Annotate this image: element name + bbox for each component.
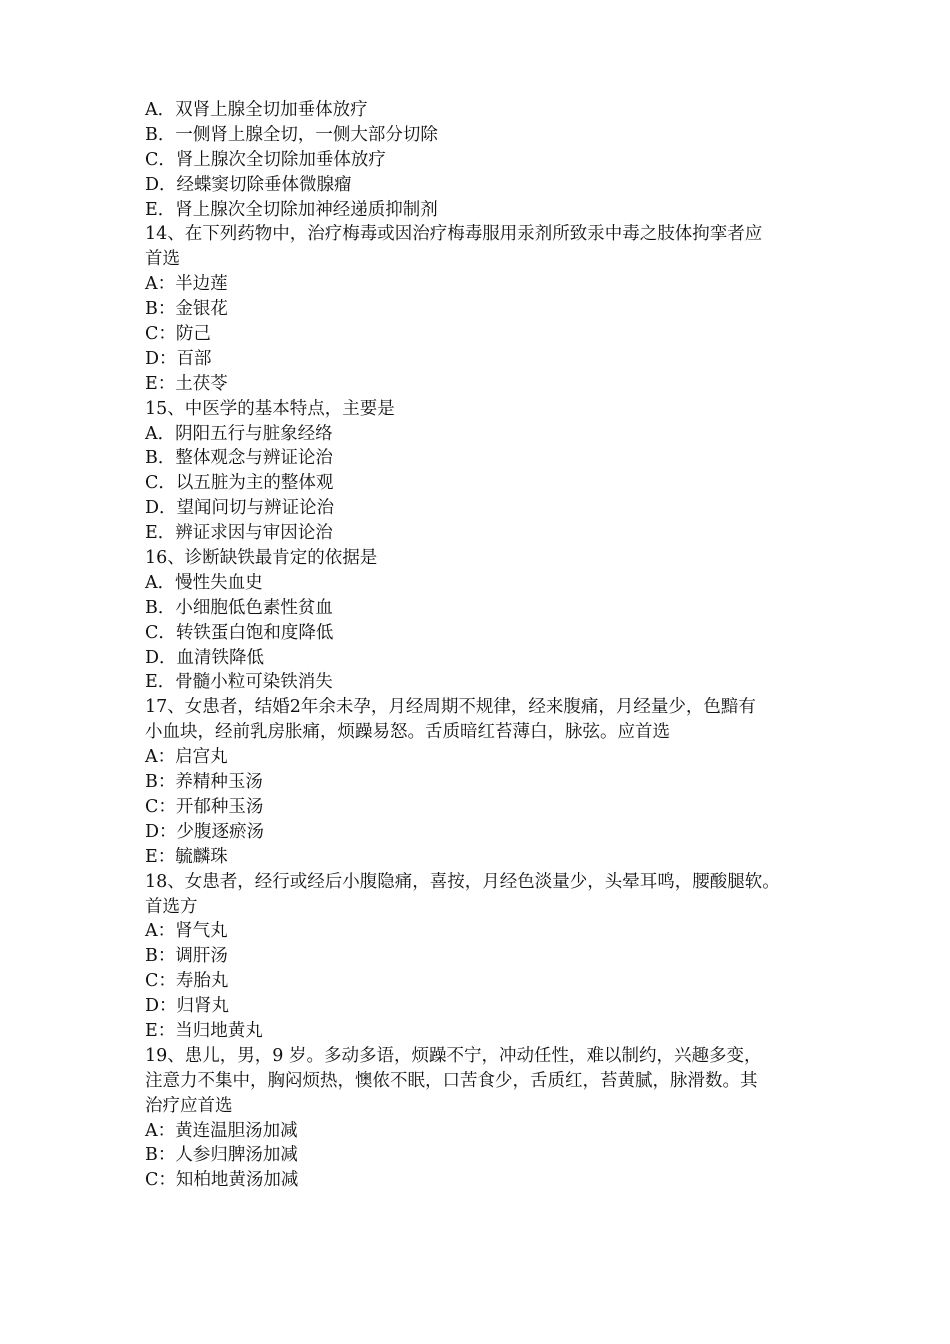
option-18-e: E：当归地黄丸 [145,1020,263,1041]
option-13-d: D．经蝶窦切除垂体微腺瘤 [145,174,352,195]
option-19-a: A：黄连温胆汤加减 [145,1120,298,1141]
option-17-e: E：毓麟珠 [145,846,228,867]
question-17-line-1: 17、女患者，结婚2年余未孕，月经周期不规律，经来腹痛，月经量少，色黯有 [145,697,756,718]
option-16-d: D．血清铁降低 [145,647,265,668]
option-14-c: C：防己 [145,324,211,345]
option-13-c: C．肾上腺次全切除加垂体放疗 [145,149,386,170]
document-page [145,98,817,1193]
question-17-line-2: 小血块，经前乳房胀痛，烦躁易怒。舌质暗红苔薄白，脉弦。应首选 [145,722,670,743]
option-14-b: B：金银花 [145,299,228,320]
question-19-line-1: 19、患儿，男，9 岁。多动多语，烦躁不宁，冲动任性，难以制约，兴趣多变， [145,1045,762,1066]
option-17-c: C：开郁种玉汤 [145,796,264,817]
option-15-c: C．以五脏为主的整体观 [145,473,334,494]
question-18-line-1: 18、女患者，经行或经后小腹隐痛，喜按，月经色淡量少，头晕耳鸣，腰酸腿软。 [145,871,780,892]
question-19-line-3: 治疗应首选 [145,1095,233,1116]
option-17-d: D：少腹逐瘀汤 [145,821,265,842]
option-18-d: D：归肾丸 [145,996,230,1017]
option-19-b: B：人参归脾汤加减 [145,1145,298,1166]
option-17-a: A：启宫丸 [145,747,228,768]
option-16-e: E．骨髓小粒可染铁消失 [145,672,333,693]
option-19-c: C：知柏地黄汤加减 [145,1170,299,1191]
option-16-a: A．慢性失血史 [145,572,263,593]
option-16-b: B．小细胞低色素性贫血 [145,597,333,618]
option-13-a: A．双肾上腺全切加垂体放疗 [145,100,368,120]
question-15: 15、中医学的基本特点，主要是 [145,398,395,419]
option-18-b: B：调肝汤 [145,946,228,967]
option-17-b: B：养精种玉汤 [145,772,263,793]
question-14-line-2: 首选 [145,249,180,270]
option-16-c: C．转铁蛋白饱和度降低 [145,622,334,643]
option-14-a: A：半边莲 [145,274,228,295]
option-13-e: E．肾上腺次全切除加神经递质抑制剂 [145,199,438,220]
option-18-a: A：肾气丸 [145,921,228,942]
question-16: 16、诊断缺铁最肯定的依据是 [145,548,378,569]
option-14-e: E：土茯苓 [145,373,228,394]
option-15-a: A．阴阳五行与脏象经络 [145,423,333,444]
question-18-line-2: 首选方 [145,896,198,917]
option-15-d: D．望闻问切与辨证论治 [145,498,335,519]
option-13-b: B．一侧肾上腺全切，一侧大部分切除 [145,124,438,145]
option-18-c: C：寿胎丸 [145,971,229,992]
question-19-line-2: 注意力不集中，胸闷烦热，懊侬不眠，口苦食少，舌质红，苔黄腻，脉滑数。其 [145,1070,758,1091]
question-14-line-1: 14、在下列药物中，治疗梅毒或因治疗梅毒服用汞剂所致汞中毒之肢体拘挛者应 [145,224,763,245]
option-15-e: E．辨证求因与审因论治 [145,523,333,544]
option-15-b: B．整体观念与辨证论治 [145,448,333,469]
option-14-d: D：百部 [145,348,212,369]
